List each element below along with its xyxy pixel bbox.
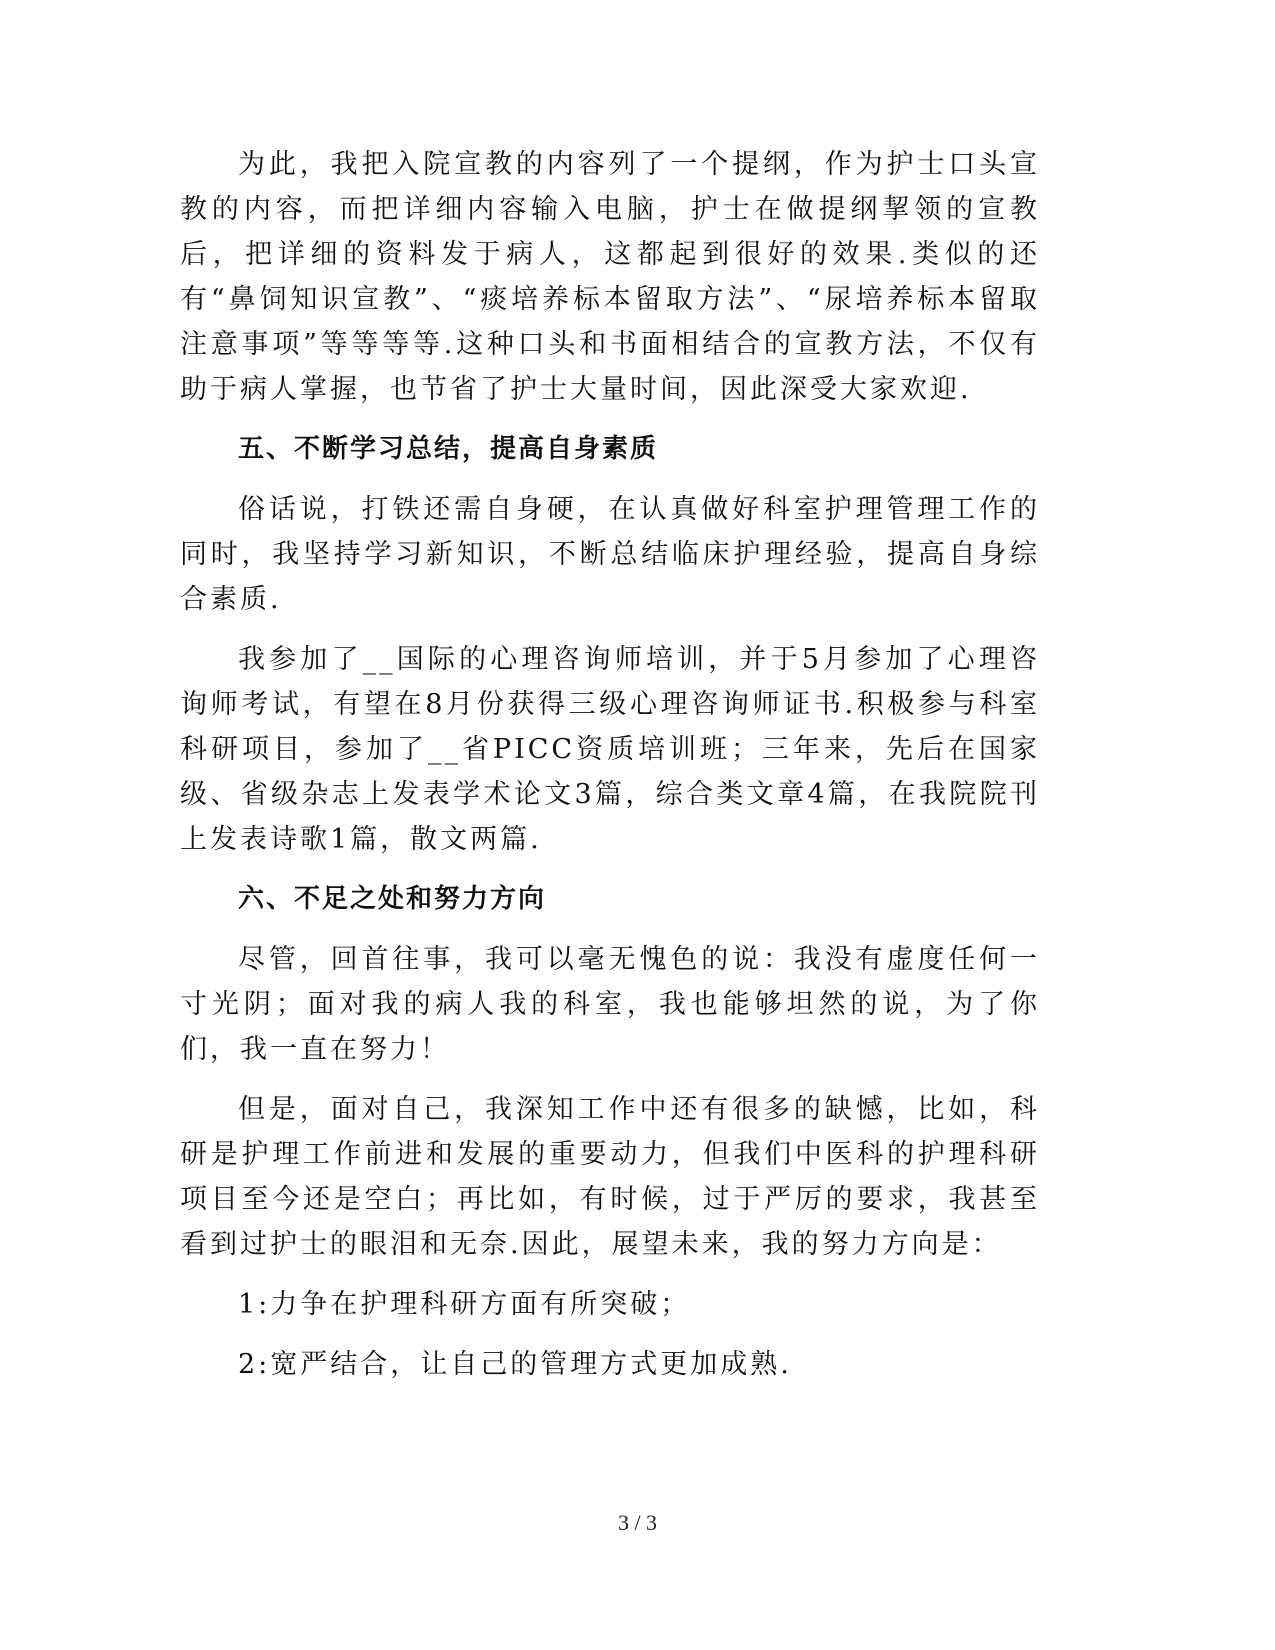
paragraph-reflection: 尽管，回首往事，我可以毫无愧色的说：我没有虚度任何一寸光阴；面对我的病人我的科室，我也能够坦然的说，为了你们，我一直在努力！ [180,944,1040,1065]
paragraph-shortcomings: 但是，面对自己，我深知工作中还有很多的缺憾，比如，科研是护理工作前进和发展的重要动力，但我们中医科的护理科研项目至今还是空白；再比如，有时候，过于严厉的要求，我甚至看到过护士的眼泪和无奈.因此，展望未来，我的努力方向是： [180,1094,1040,1260]
list-item-management-goal: 2:宽严结合，让自己的管理方式更加成熟. [238,1349,792,1380]
paragraph-education-outline: 为此，我把入院宣教的内容列了一个提纲，作为护士口头宣教的内容，而把详细内容输入电脑，护士在做提纲挈领的宣教后，把详细的资料发于病人，这都起到很好的效果.类似的还有“鼻饲知识宣教”、“痰培养标本留取方法”、“尿培养标本留取注意事项”等等等等.这种口头和书面相结合的宣教方法，不仅有助于病人掌握，也节省了护士大量时间，因此深受大家欢迎. [180,149,1040,405]
paragraph-training-publications: 我参加了__国际的心理咨询师培训，并于5月参加了心理咨询师考试，有望在8月份获得三级心理咨询师证书.积极参与科室科研项目，参加了__省PICC资质培训班；三年来，先后在国家级、省级杂志上发表学术论文3篇，综合类文章4篇，在我院院刊上发表诗歌1篇，散文两篇. [180,644,1040,855]
section-heading-six: 六、不足之处和努力方向 [238,884,547,914]
page-number: 3 / 3 [617,1510,658,1535]
list-item-research-goal: 1:力争在护理科研方面有所突破； [238,1289,691,1320]
document-body [180,142,1040,1402]
paragraph-self-improvement: 俗话说，打铁还需自身硬，在认真做好科室护理管理工作的同时，我坚持学习新知识，不断总结临床护理经验，提高自身综合素质. [180,494,1040,615]
section-heading-five: 五、不断学习总结，提高自身素质 [238,434,659,464]
